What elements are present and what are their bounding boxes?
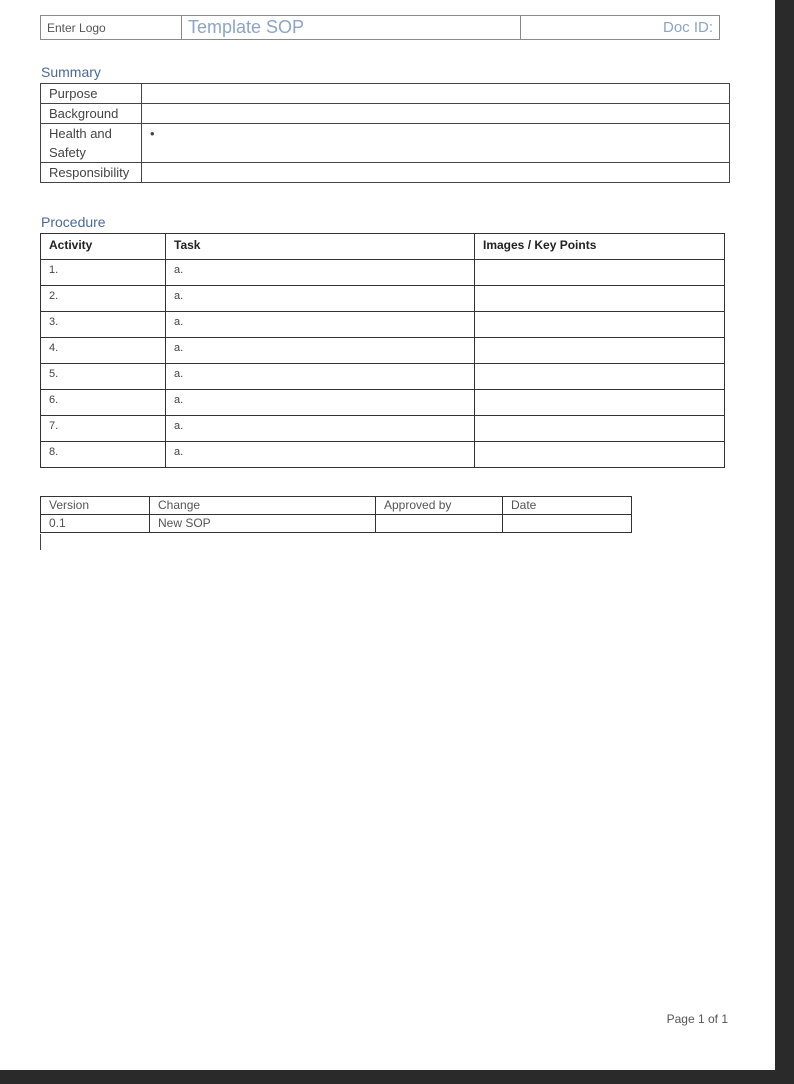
images-cell[interactable] xyxy=(475,364,725,390)
table-row xyxy=(41,338,725,364)
summary-value[interactable] xyxy=(142,163,730,183)
procedure-heading: Procedure xyxy=(41,214,106,230)
task-cell[interactable]: a. xyxy=(166,338,475,364)
column-header-images: Images / Key Points xyxy=(475,234,725,260)
activity-cell[interactable]: 1. xyxy=(41,260,166,286)
task-cell[interactable]: a. xyxy=(166,312,475,338)
summary-row-health-safety xyxy=(41,124,730,163)
header-table xyxy=(40,15,720,40)
column-header-version: Version xyxy=(41,497,150,515)
text-cursor xyxy=(40,534,41,550)
summary-value[interactable] xyxy=(142,84,730,104)
summary-heading: Summary xyxy=(41,64,101,80)
images-cell[interactable] xyxy=(475,442,725,468)
images-cell[interactable] xyxy=(475,312,725,338)
page-number: Page 1 of 1 xyxy=(666,1012,728,1026)
activity-cell[interactable]: 7. xyxy=(41,416,166,442)
table-row xyxy=(41,416,725,442)
table-row xyxy=(41,442,725,468)
document-title[interactable]: Template SOP xyxy=(182,16,521,40)
doc-id-label[interactable]: Doc ID: xyxy=(521,16,720,40)
summary-row-purpose xyxy=(41,84,730,104)
summary-value[interactable] xyxy=(142,104,730,124)
activity-cell[interactable]: 3. xyxy=(41,312,166,338)
column-header-task: Task xyxy=(166,234,475,260)
task-cell[interactable]: a. xyxy=(166,364,475,390)
images-cell[interactable] xyxy=(475,338,725,364)
summary-value[interactable]: • xyxy=(142,124,730,163)
version-cell[interactable]: 0.1 xyxy=(41,515,150,533)
change-cell[interactable]: New SOP xyxy=(150,515,376,533)
table-row xyxy=(41,515,632,533)
images-cell[interactable] xyxy=(475,390,725,416)
column-header-activity: Activity xyxy=(41,234,166,260)
summary-row-responsibility xyxy=(41,163,730,183)
column-header-approved-by: Approved by xyxy=(376,497,503,515)
procedure-header-row xyxy=(41,234,725,260)
summary-label: Responsibility xyxy=(41,163,142,183)
task-cell[interactable]: a. xyxy=(166,286,475,312)
column-header-date: Date xyxy=(503,497,632,515)
version-history-table xyxy=(40,496,632,533)
task-cell[interactable]: a. xyxy=(166,416,475,442)
images-cell[interactable] xyxy=(475,260,725,286)
approved-by-cell[interactable] xyxy=(376,515,503,533)
table-row xyxy=(41,260,725,286)
summary-table xyxy=(40,83,730,183)
activity-cell[interactable]: 5. xyxy=(41,364,166,390)
summary-label: Purpose xyxy=(41,84,142,104)
summary-label: Background xyxy=(41,104,142,124)
table-row xyxy=(41,312,725,338)
activity-cell[interactable]: 8. xyxy=(41,442,166,468)
table-row xyxy=(41,286,725,312)
activity-cell[interactable]: 6. xyxy=(41,390,166,416)
images-cell[interactable] xyxy=(475,286,725,312)
activity-cell[interactable]: 2. xyxy=(41,286,166,312)
column-header-change: Change xyxy=(150,497,376,515)
version-header-row xyxy=(41,497,632,515)
date-cell[interactable] xyxy=(503,515,632,533)
procedure-table xyxy=(40,233,725,468)
activity-cell[interactable]: 4. xyxy=(41,338,166,364)
table-row xyxy=(41,390,725,416)
images-cell[interactable] xyxy=(475,416,725,442)
task-cell[interactable]: a. xyxy=(166,260,475,286)
logo-placeholder[interactable]: Enter Logo xyxy=(41,16,182,40)
task-cell[interactable]: a. xyxy=(166,442,475,468)
summary-label: Health and Safety xyxy=(41,124,142,163)
summary-row-background xyxy=(41,104,730,124)
task-cell[interactable]: a. xyxy=(166,390,475,416)
table-row xyxy=(41,364,725,390)
